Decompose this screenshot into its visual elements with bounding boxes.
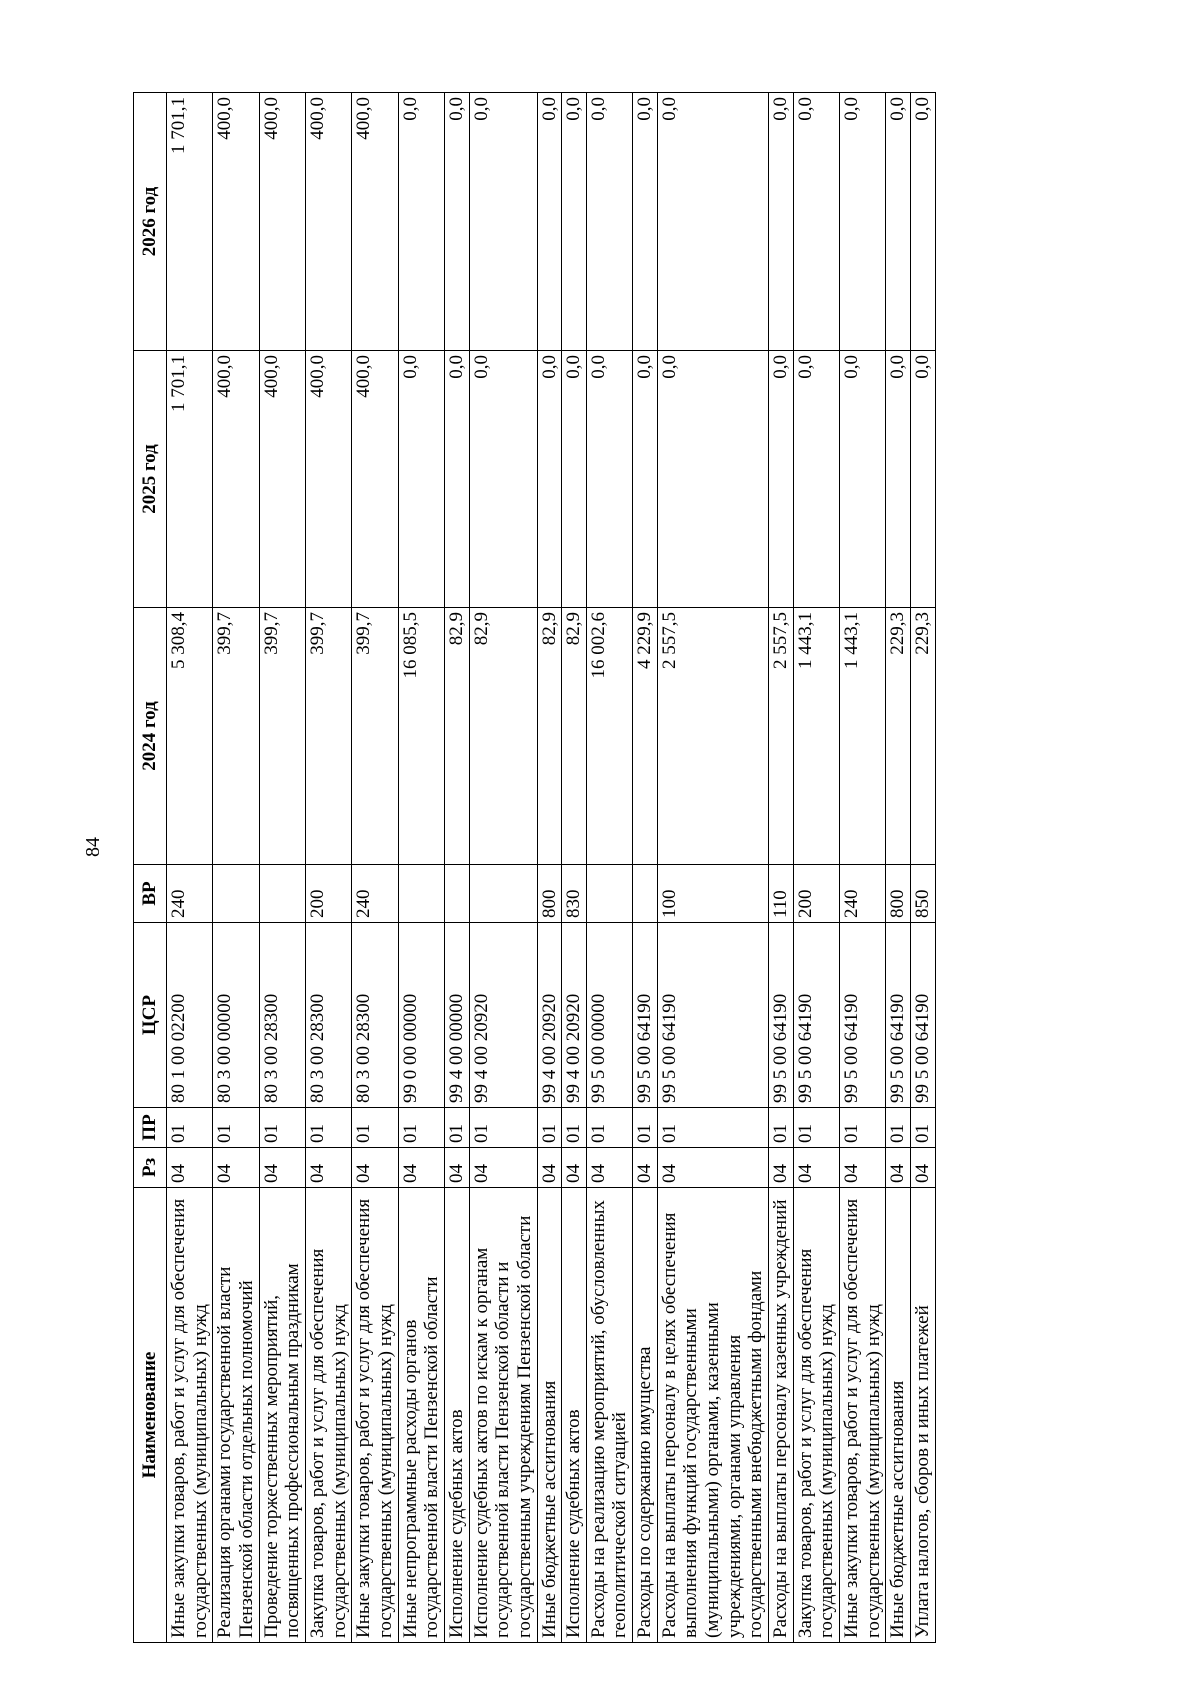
cell-pr: 01 — [213, 1108, 259, 1148]
header-2024: 2024 год — [134, 608, 167, 865]
rotated-table-container — [133, 93, 1073, 1643]
cell-2025: 0,0 — [657, 351, 768, 608]
cell-pr: 01 — [840, 1108, 886, 1148]
cell-csr: 99 5 00 00000 — [586, 923, 632, 1108]
table-row — [886, 93, 911, 1643]
cell-pr: 01 — [305, 1108, 351, 1148]
cell-vr: 240 — [167, 865, 213, 923]
table-row — [769, 93, 794, 1643]
cell-2024: 16 085,5 — [398, 608, 444, 865]
cell-rz: 04 — [398, 1148, 444, 1188]
cell-name: Исполнение судебных актов по искам к органам государственной власти Пензенской области и государственным учреждениям Пензенской области — [469, 1188, 537, 1643]
cell-2024: 1 443,1 — [793, 608, 839, 865]
cell-2025: 0,0 — [886, 351, 911, 608]
cell-rz: 04 — [586, 1148, 632, 1188]
header-rz: Рз — [134, 1148, 167, 1188]
cell-2025: 0,0 — [537, 351, 562, 608]
cell-name: Расходы по содержанию имущества — [633, 1188, 658, 1643]
cell-csr: 99 5 00 64190 — [886, 923, 911, 1108]
cell-2025: 0,0 — [911, 351, 936, 608]
cell-csr: 80 1 00 02200 — [167, 923, 213, 1108]
table-row — [213, 93, 259, 1643]
cell-pr: 01 — [657, 1108, 768, 1148]
table-row — [259, 93, 305, 1643]
cell-vr — [586, 865, 632, 923]
cell-csr: 99 5 00 64190 — [793, 923, 839, 1108]
cell-rz: 04 — [305, 1148, 351, 1188]
cell-vr — [213, 865, 259, 923]
budget-table — [133, 92, 936, 1643]
cell-2025: 400,0 — [213, 351, 259, 608]
cell-csr: 99 4 00 00000 — [444, 923, 469, 1108]
cell-2026: 0,0 — [633, 93, 658, 351]
cell-csr: 99 5 00 64190 — [840, 923, 886, 1108]
cell-2024: 399,7 — [305, 608, 351, 865]
cell-csr: 80 3 00 28300 — [305, 923, 351, 1108]
cell-pr: 01 — [769, 1108, 794, 1148]
cell-2026: 0,0 — [911, 93, 936, 351]
cell-name: Исполнение судебных актов — [562, 1188, 587, 1643]
cell-name: Исполнение судебных актов — [444, 1188, 469, 1643]
table-row — [167, 93, 213, 1643]
cell-pr: 01 — [469, 1108, 537, 1148]
table-row — [305, 93, 351, 1643]
cell-name: Иные закупки товаров, работ и услуг для обеспечения государственных (муниципальных) нужд — [167, 1188, 213, 1643]
cell-name: Расходы на выплаты персоналу казенных учреждений — [769, 1188, 794, 1643]
cell-csr: 99 4 00 20920 — [537, 923, 562, 1108]
cell-pr: 01 — [586, 1108, 632, 1148]
cell-2024: 16 002,6 — [586, 608, 632, 865]
cell-pr: 01 — [562, 1108, 587, 1148]
cell-csr: 99 4 00 20920 — [469, 923, 537, 1108]
cell-2026: 0,0 — [769, 93, 794, 351]
cell-2026: 400,0 — [259, 93, 305, 351]
cell-csr: 80 3 00 00000 — [213, 923, 259, 1108]
cell-csr: 80 3 00 28300 — [259, 923, 305, 1108]
header-vr: ВР — [134, 865, 167, 923]
cell-vr — [633, 865, 658, 923]
cell-rz: 04 — [469, 1148, 537, 1188]
cell-name: Проведение торжественных мероприятий, посвященных профессиональным праздникам — [259, 1188, 305, 1643]
cell-name: Иные закупки товаров, работ и услуг для обеспечения государственных (муниципальных) нужд — [352, 1188, 398, 1643]
cell-rz: 04 — [167, 1148, 213, 1188]
cell-2024: 82,9 — [444, 608, 469, 865]
cell-csr: 99 5 00 64190 — [911, 923, 936, 1108]
cell-pr: 01 — [259, 1108, 305, 1148]
cell-2026: 0,0 — [586, 93, 632, 351]
cell-2025: 0,0 — [633, 351, 658, 608]
table-row — [352, 93, 398, 1643]
cell-pr: 01 — [886, 1108, 911, 1148]
cell-2025: 0,0 — [469, 351, 537, 608]
page-number: 84 — [82, 837, 104, 857]
cell-rz: 04 — [562, 1148, 587, 1188]
cell-2024: 399,7 — [259, 608, 305, 865]
table-row — [793, 93, 839, 1643]
cell-2024: 4 229,9 — [633, 608, 658, 865]
cell-2026: 0,0 — [886, 93, 911, 351]
cell-pr: 01 — [167, 1108, 213, 1148]
cell-2025: 400,0 — [305, 351, 351, 608]
cell-csr: 99 5 00 64190 — [769, 923, 794, 1108]
cell-csr: 80 3 00 28300 — [352, 923, 398, 1108]
cell-2026: 400,0 — [305, 93, 351, 351]
cell-2025: 400,0 — [259, 351, 305, 608]
table-row — [562, 93, 587, 1643]
header-2025: 2025 год — [134, 351, 167, 608]
cell-2024: 82,9 — [562, 608, 587, 865]
cell-name: Иные бюджетные ассигнования — [537, 1188, 562, 1643]
cell-vr: 830 — [562, 865, 587, 923]
cell-2026: 400,0 — [352, 93, 398, 351]
header-pr: ПР — [134, 1108, 167, 1148]
cell-name: Реализация органами государственной власти Пензенской области отдельных полномочий — [213, 1188, 259, 1643]
cell-pr: 01 — [793, 1108, 839, 1148]
cell-2026: 0,0 — [444, 93, 469, 351]
cell-2024: 229,3 — [886, 608, 911, 865]
cell-rz: 04 — [657, 1148, 768, 1188]
cell-2024: 5 308,4 — [167, 608, 213, 865]
cell-pr: 01 — [352, 1108, 398, 1148]
cell-2025: 0,0 — [562, 351, 587, 608]
cell-2024: 82,9 — [537, 608, 562, 865]
cell-rz: 04 — [537, 1148, 562, 1188]
table-row — [911, 93, 936, 1643]
cell-name: Иные непрограммные расходы органов государственной власти Пензенской области — [398, 1188, 444, 1643]
cell-name: Расходы на реализацию мероприятий, обусловленных геополитической ситуацией — [586, 1188, 632, 1643]
header-row — [134, 93, 167, 1643]
cell-vr — [259, 865, 305, 923]
cell-vr: 850 — [911, 865, 936, 923]
cell-2026: 0,0 — [657, 93, 768, 351]
cell-pr: 01 — [444, 1108, 469, 1148]
cell-csr: 99 5 00 64190 — [633, 923, 658, 1108]
cell-name: Закупка товаров, работ и услуг для обеспечения государственных (муниципальных) нужд — [793, 1188, 839, 1643]
cell-vr — [444, 865, 469, 923]
cell-2025: 0,0 — [769, 351, 794, 608]
cell-csr: 99 0 00 00000 — [398, 923, 444, 1108]
cell-2024: 399,7 — [352, 608, 398, 865]
table-row — [469, 93, 537, 1643]
cell-2026: 400,0 — [213, 93, 259, 351]
cell-2024: 399,7 — [213, 608, 259, 865]
table-row — [398, 93, 444, 1643]
cell-vr: 800 — [886, 865, 911, 923]
cell-2026: 0,0 — [469, 93, 537, 351]
cell-2026: 0,0 — [537, 93, 562, 351]
cell-rz: 04 — [886, 1148, 911, 1188]
cell-2025: 0,0 — [793, 351, 839, 608]
cell-vr: 100 — [657, 865, 768, 923]
cell-rz: 04 — [259, 1148, 305, 1188]
cell-2025: 0,0 — [840, 351, 886, 608]
cell-rz: 04 — [911, 1148, 936, 1188]
cell-vr: 110 — [769, 865, 794, 923]
cell-name: Иные закупки товаров, работ и услуг для обеспечения государственных (муниципальных) нужд — [840, 1188, 886, 1643]
cell-2026: 1 701,1 — [167, 93, 213, 351]
cell-2025: 0,0 — [398, 351, 444, 608]
cell-vr: 240 — [352, 865, 398, 923]
cell-2026: 0,0 — [562, 93, 587, 351]
table-row — [633, 93, 658, 1643]
cell-pr: 01 — [398, 1108, 444, 1148]
cell-2025: 400,0 — [352, 351, 398, 608]
cell-vr: 200 — [305, 865, 351, 923]
cell-pr: 01 — [911, 1108, 936, 1148]
cell-name: Иные бюджетные ассигнования — [886, 1188, 911, 1643]
cell-rz: 04 — [633, 1148, 658, 1188]
cell-2025: 0,0 — [586, 351, 632, 608]
table-row — [537, 93, 562, 1643]
cell-2025: 1 701,1 — [167, 351, 213, 608]
header-csr: ЦСР — [134, 923, 167, 1108]
header-name: Наименование — [134, 1188, 167, 1643]
cell-2024: 2 557,5 — [657, 608, 768, 865]
cell-csr: 99 4 00 20920 — [562, 923, 587, 1108]
cell-rz: 04 — [352, 1148, 398, 1188]
table-row — [657, 93, 768, 1643]
cell-rz: 04 — [213, 1148, 259, 1188]
cell-name: Уплата налогов, сборов и иных платежей — [911, 1188, 936, 1643]
cell-2024: 1 443,1 — [840, 608, 886, 865]
table-body — [167, 93, 936, 1643]
header-2026: 2026 год — [134, 93, 167, 351]
cell-rz: 04 — [444, 1148, 469, 1188]
cell-rz: 04 — [840, 1148, 886, 1188]
cell-2024: 82,9 — [469, 608, 537, 865]
cell-vr: 240 — [840, 865, 886, 923]
cell-vr — [469, 865, 537, 923]
cell-rz: 04 — [793, 1148, 839, 1188]
cell-2026: 0,0 — [793, 93, 839, 351]
cell-pr: 01 — [633, 1108, 658, 1148]
cell-name: Закупка товаров, работ и услуг для обеспечения государственных (муниципальных) нужд — [305, 1188, 351, 1643]
table-row — [586, 93, 632, 1643]
cell-2024: 2 557,5 — [769, 608, 794, 865]
cell-2026: 0,0 — [840, 93, 886, 351]
cell-name: Расходы на выплаты персоналу в целях обеспечения выполнения функций государственными (муниципальными) органами, казенными учреждениями, органами управления государственными внебюджетными фондами — [657, 1188, 768, 1643]
cell-2025: 0,0 — [444, 351, 469, 608]
cell-rz: 04 — [769, 1148, 794, 1188]
cell-csr: 99 5 00 64190 — [657, 923, 768, 1108]
cell-2024: 229,3 — [911, 608, 936, 865]
cell-2026: 0,0 — [398, 93, 444, 351]
cell-vr: 800 — [537, 865, 562, 923]
cell-vr: 200 — [793, 865, 839, 923]
cell-pr: 01 — [537, 1108, 562, 1148]
table-row — [840, 93, 886, 1643]
table-row — [444, 93, 469, 1643]
cell-vr — [398, 865, 444, 923]
